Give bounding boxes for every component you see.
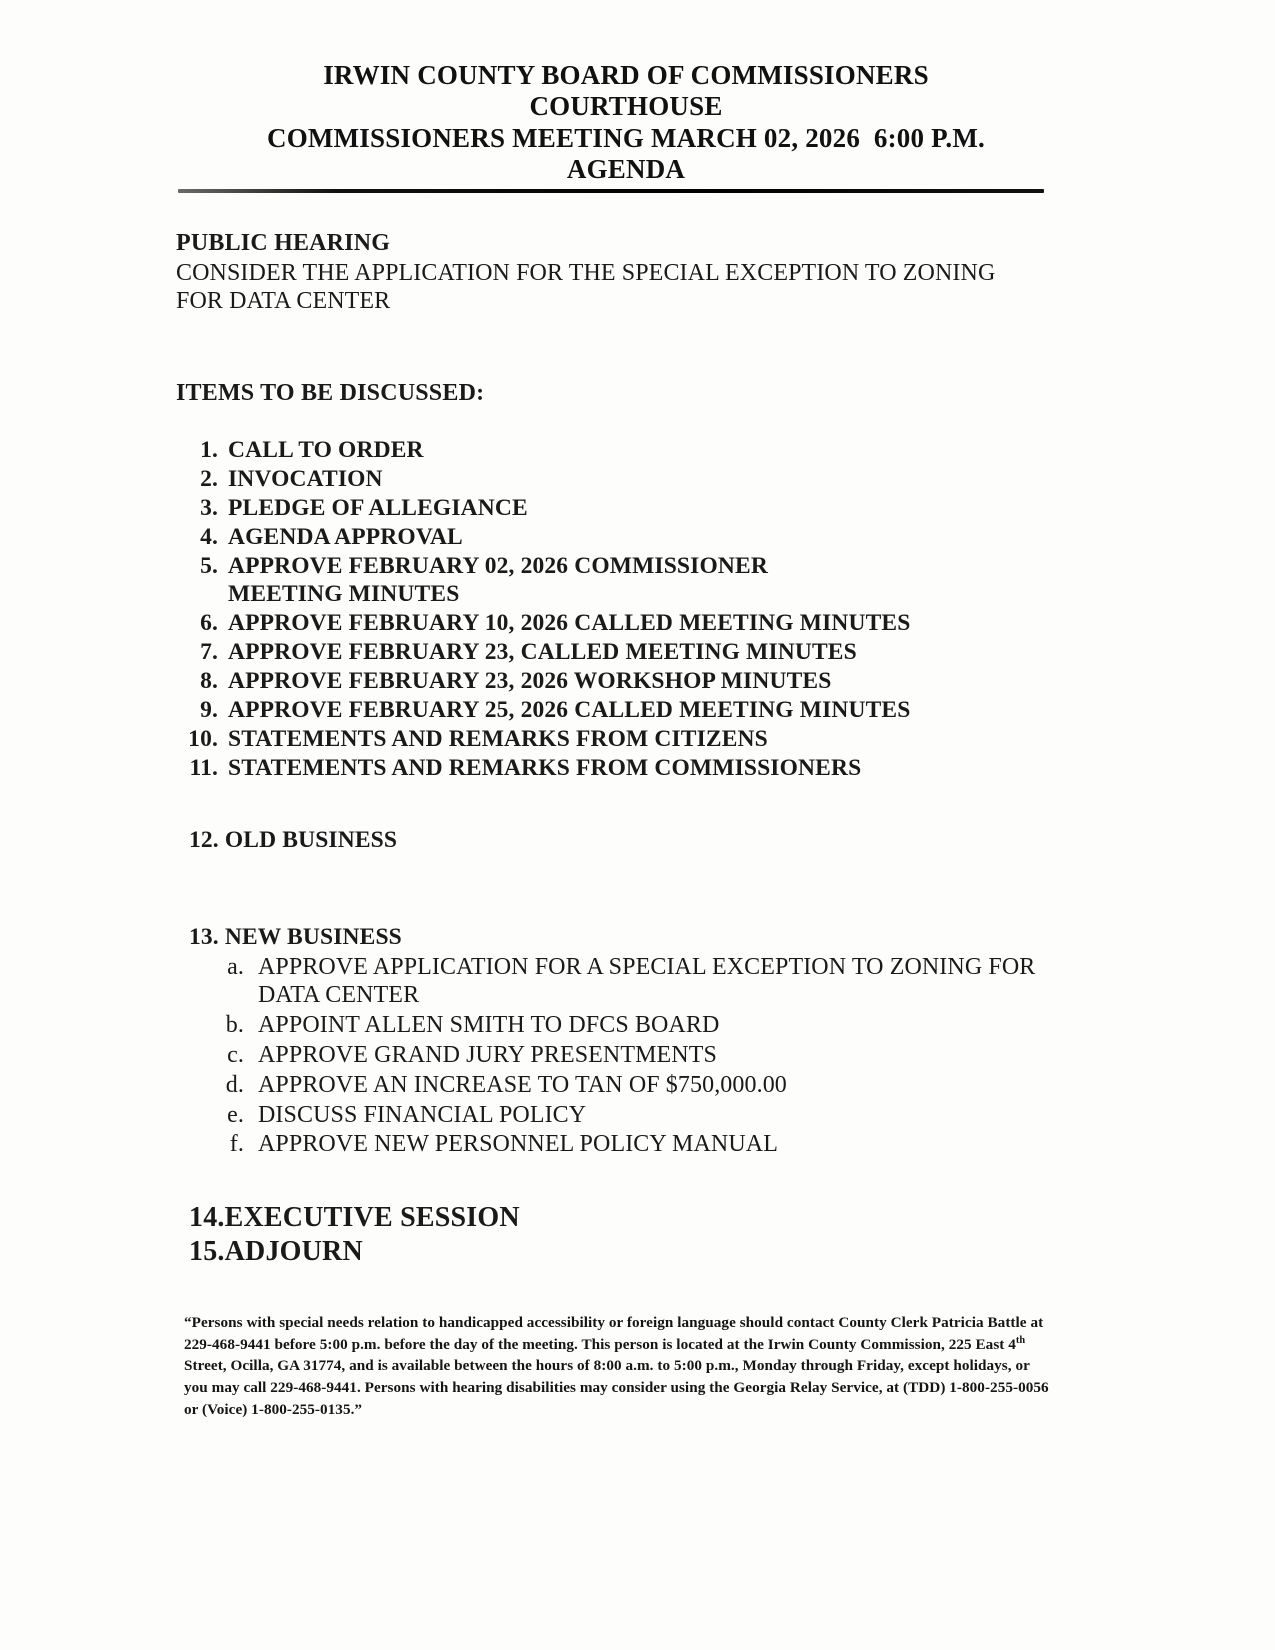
- list-item: [176, 524, 1076, 552]
- accessibility-footnote: [184, 1312, 1050, 1420]
- sub-item-text: APPROVE GRAND JURY PRESENTMENTS: [258, 1041, 717, 1068]
- new-business-heading: 13. NEW BUSINESS: [189, 923, 402, 950]
- sub-item-letter: b.: [225, 1012, 244, 1039]
- list-item: [176, 1041, 1076, 1070]
- item-number: 4.: [200, 523, 218, 550]
- item-number: 3.: [200, 495, 218, 522]
- sub-item-letter: e.: [227, 1101, 244, 1128]
- header-divider-rule: [178, 189, 1044, 193]
- item-number: 8.: [200, 667, 218, 694]
- old-business-heading: 12. OLD BUSINESS: [189, 826, 398, 853]
- list-item: [176, 668, 1076, 696]
- item-number: 9.: [200, 696, 218, 723]
- item-number: 2.: [200, 466, 218, 493]
- item-number: 5.: [200, 552, 218, 579]
- header-line-location: COURTHOUSE: [529, 91, 723, 122]
- sub-item-letter: a.: [227, 953, 244, 980]
- public-hearing-body-line-2: FOR DATA CENTER: [176, 288, 391, 315]
- item-number: 11.: [189, 754, 218, 781]
- items-to-be-discussed-heading: ITEMS TO BE DISCUSSED:: [176, 380, 485, 407]
- public-hearing-heading: PUBLIC HEARING: [176, 230, 391, 257]
- item-number: 10.: [188, 725, 218, 752]
- document-content: [176, 60, 1076, 1420]
- sub-item-text: APPROVE AN INCREASE TO TAN OF $750,000.00: [258, 1071, 787, 1098]
- item-text: STATEMENTS AND REMARKS FROM COMMISSIONERS: [228, 754, 862, 781]
- list-item: [176, 697, 1076, 725]
- list-item: [176, 437, 1076, 465]
- item-text: PLEDGE OF ALLEGIANCE: [228, 495, 528, 522]
- list-item: [176, 610, 1076, 638]
- sub-item-letter: f.: [229, 1131, 244, 1158]
- item-text: APPROVE FEBRUARY 10, 2026 CALLED MEETING MINUTES: [228, 609, 911, 636]
- new-business-sub-list: [176, 953, 1076, 1160]
- new-business-section: [176, 924, 1076, 1160]
- list-item: [176, 1011, 1076, 1040]
- item-text: APPROVE FEBRUARY 23, CALLED MEETING MINUTES: [228, 638, 857, 665]
- sub-item-text: APPOINT ALLEN SMITH TO DFCS BOARD: [258, 1012, 720, 1039]
- sub-item-text: APPROVE NEW PERSONNEL POLICY MANUAL: [258, 1131, 778, 1158]
- sub-item-letter: d.: [225, 1071, 244, 1098]
- footnote-text-part-1: “Persons with special needs relation to handicapped accessibility or foreign language should contact County Clerk Patricia Battle at 229-468-9441 before 5:00 p.m. before the day of the meeting. This person is located at the Irwin County Commission, 225 East 4: [184, 1314, 1044, 1353]
- numbered-agenda-list: [176, 437, 1076, 782]
- sub-item-text: [258, 953, 1076, 1011]
- item-text: APPROVE FEBRUARY 23, 2026 WORKSHOP MINUTES: [228, 667, 832, 694]
- item-text: STATEMENTS AND REMARKS FROM CITIZENS: [228, 725, 768, 752]
- footnote-ordinal-suffix: th: [1015, 1334, 1026, 1346]
- list-item: [176, 553, 1076, 609]
- list-item: [176, 639, 1076, 667]
- sub-item-text-line-2: DATA CENTER: [258, 982, 420, 1009]
- item-number: 7.: [200, 638, 218, 665]
- list-item: [176, 495, 1076, 523]
- item-text: AGENDA APPROVAL: [228, 523, 463, 550]
- item-number: 1.: [200, 437, 218, 464]
- adjourn-item: 15.ADJOURN: [189, 1235, 363, 1267]
- item-text: APPROVE FEBRUARY 25, 2026 CALLED MEETING MINUTES: [228, 696, 911, 723]
- public-hearing-section: [176, 229, 1076, 316]
- list-item: [176, 1101, 1076, 1130]
- closing-items-section: [189, 1201, 1076, 1268]
- footnote-text-part-2: Street, Ocilla, GA 31774, and is available between the hours of 8:00 a.m. to 5:00 p.m., Monday through Friday, except holidays, or you may call 229-468-9441. Persons with hearing disabilities may consider using the Georgia Relay Service, at (TDD) 1-800-255-0056 or (Voice) 1-800-255-0135.”: [184, 1357, 1049, 1418]
- document-header: [176, 60, 1076, 185]
- list-item: [176, 1130, 1076, 1159]
- list-item: [176, 1071, 1076, 1100]
- public-hearing-body-line-1: CONSIDER THE APPLICATION FOR THE SPECIAL EXCEPTION TO ZONING: [176, 259, 996, 286]
- item-text: CALL TO ORDER: [228, 437, 424, 464]
- sub-item-letter: c.: [227, 1041, 244, 1068]
- sub-item-text-line-1: APPROVE APPLICATION FOR A SPECIAL EXCEPTION TO ZONING FOR: [258, 953, 1036, 980]
- executive-session-item: 14.EXECUTIVE SESSION: [189, 1202, 520, 1234]
- list-item: [176, 953, 1076, 1011]
- list-item: [176, 466, 1076, 494]
- item-number: 6.: [200, 609, 218, 636]
- list-item: [176, 726, 1076, 754]
- item-text-line-2: MEETING MINUTES: [228, 580, 460, 607]
- item-text-line-1: APPROVE FEBRUARY 02, 2026 COMMISSIONER: [228, 552, 768, 579]
- list-item: [176, 755, 1076, 783]
- sub-item-text: DISCUSS FINANCIAL POLICY: [258, 1101, 587, 1128]
- item-text: [228, 553, 1076, 609]
- header-line-organization: IRWIN COUNTY BOARD OF COMMISSIONERS: [323, 60, 929, 90]
- old-business-section: [176, 827, 1076, 854]
- item-text: INVOCATION: [228, 466, 383, 493]
- header-line-meeting-datetime: COMMISSIONERS MEETING MARCH 02, 2026 6:00 P.M.: [267, 122, 985, 153]
- header-line-agenda: AGENDA: [566, 153, 686, 184]
